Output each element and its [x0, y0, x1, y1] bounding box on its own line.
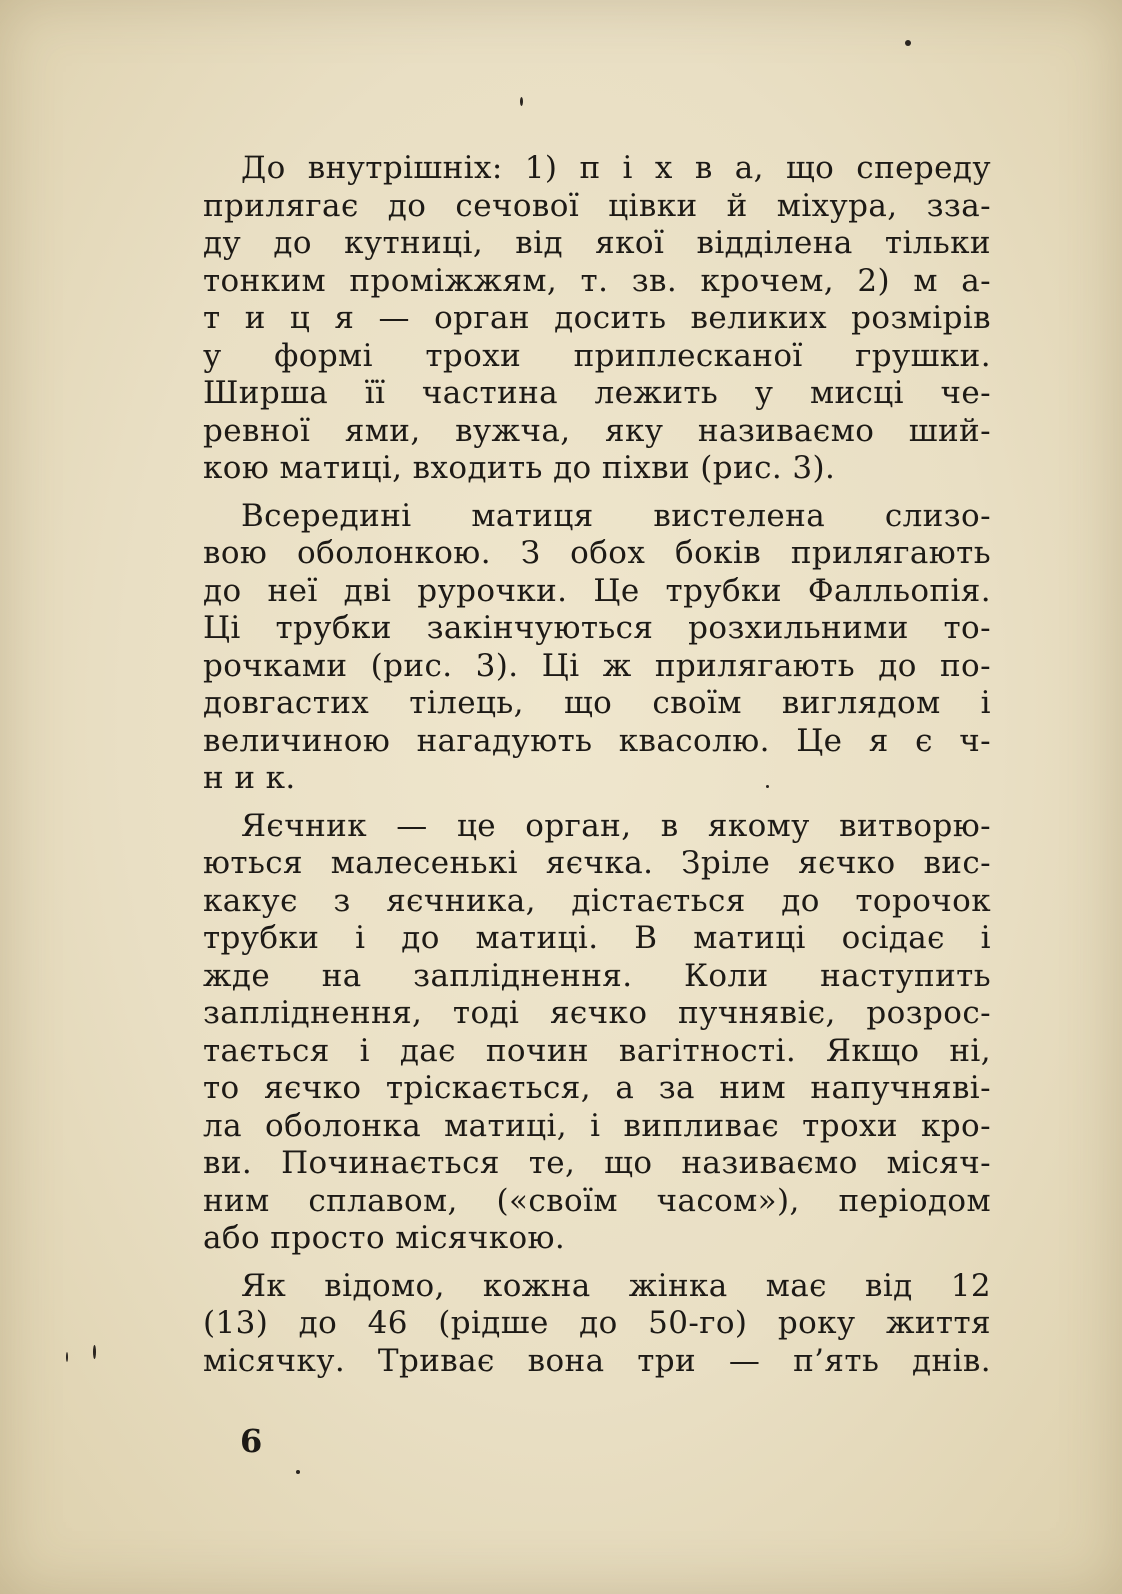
paragraph-gap	[203, 1258, 991, 1268]
ink-speck	[766, 785, 769, 788]
text-line: какує з яєчника, дістається до торочок	[203, 882, 991, 919]
text-line: запліднення, тоді яєчко пучнявіє, розрос-	[203, 995, 991, 1031]
text-line: Ці трубки закінчуються розхильними то-	[203, 610, 991, 646]
text-line: До внутрішніх: 1) п і х в а, що спереду	[241, 150, 991, 186]
text-line: ду до кутниці, від якої відділена тільки	[203, 225, 991, 261]
text-line: то яєчко тріскається, а за ним напучняві-	[203, 1070, 991, 1106]
text-line: рочками (рис. 3). Ці ж прилягають до по-	[203, 647, 991, 684]
page-number: 6	[240, 1422, 263, 1460]
text-line: ревної ями, вужча, яку називаємо ший-	[203, 412, 991, 449]
ink-speck	[520, 97, 523, 106]
paragraph-internal-organs	[203, 150, 991, 488]
text-line: прилягає до сечової цівки й міхура, зза-	[203, 187, 991, 224]
text-line: жде на запліднення. Коли наступить	[203, 957, 991, 994]
paragraph-ovary	[203, 808, 991, 1258]
text-line: до неї дві рурочки. Це трубки Фалльопія.	[203, 572, 991, 609]
text-line: вою оболонкою. З обох боків прилягають	[203, 535, 991, 571]
paragraph-gap	[203, 798, 991, 808]
text-line: у формі трохи приплесканої грушки.	[203, 337, 991, 374]
text-line: т и ц я — орган досить великих розмірів	[203, 300, 991, 336]
ink-speck	[66, 1352, 68, 1362]
text-line: Яєчник — це орган, в якому витворю-	[241, 807, 991, 844]
text-line: довгастих тілець, що своїм виглядом і	[203, 685, 991, 721]
text-line: місячку. Триває вона три — п’ять днів.	[203, 1342, 991, 1379]
text-line: ються малесенькі яєчка. Зріле яєчко вис-	[203, 845, 991, 881]
paragraph-gap	[203, 488, 991, 498]
text-line: Ширша її частина лежить у мисці че-	[203, 375, 991, 411]
paragraph-uterus-lining	[203, 498, 991, 798]
text-line: тонким проміжжям, т. зв. крочем, 2) м а-	[203, 262, 991, 299]
text-line: н и к.	[203, 760, 296, 796]
text-line: або просто місячкою.	[203, 1220, 566, 1256]
text-line: (13) до 46 (рідше до 50-го) року життя	[203, 1305, 991, 1341]
body-text	[203, 150, 991, 1380]
text-line: ним сплавом, («своїм часом»), періодом	[203, 1182, 991, 1219]
text-line: тається і дає почин вагітності. Якщо ні,	[203, 1032, 991, 1069]
text-line: величиною нагадують квасолю. Це я є ч-	[203, 722, 991, 759]
ink-speck	[93, 1345, 96, 1359]
text-line: Як відомо, кожна жінка має від 12	[241, 1267, 991, 1304]
text-line: ла оболонка матиці, і випливає трохи кро-	[203, 1107, 991, 1144]
text-line: трубки і до матиці. В матиці осідає і	[203, 920, 991, 956]
text-line: кою матиці, входить до піхви (рис. 3).	[203, 450, 836, 486]
paragraph-menstruation-age	[203, 1268, 991, 1381]
ink-speck	[905, 40, 911, 46]
ink-speck	[296, 1470, 300, 1474]
text-line: Всередині матиця вистелена слизо-	[241, 497, 991, 534]
text-line: ви. Починається те, що називаємо місяч-	[203, 1145, 991, 1181]
